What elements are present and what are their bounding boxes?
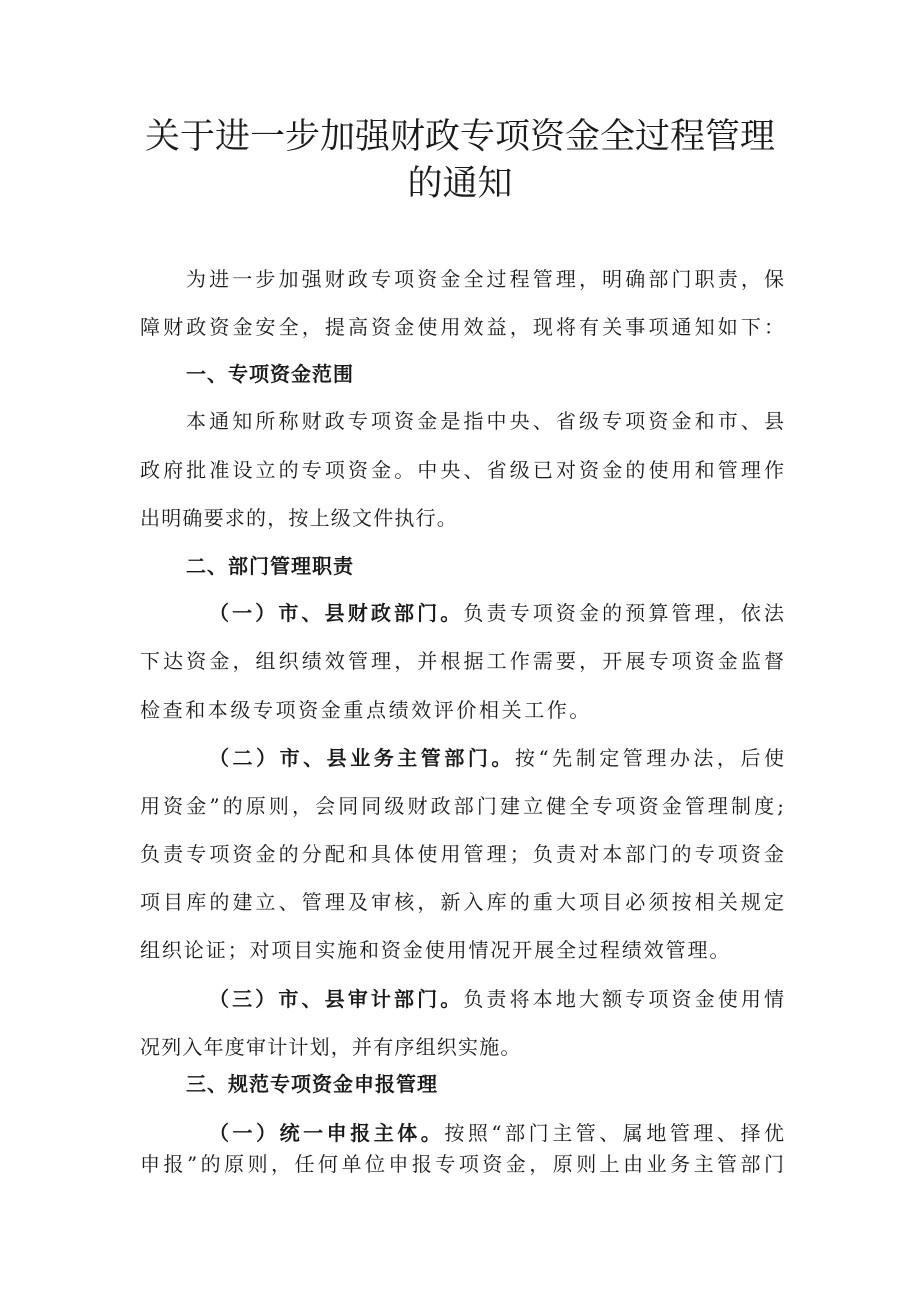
section2-item1-line3: 检查和本级专项资金重点绩效评价相关工作。 (140, 698, 592, 722)
section2-item2-line5: 组织论证；对项目实施和资金使用情况开展全过程绩效管理。 (140, 938, 732, 962)
document-title-line2: 的通知 (407, 164, 513, 204)
section1-line2: 政府批准设立的专项资金。中央、省级已对资金的使用和管理作 (140, 458, 784, 482)
section3-heading: 三、规范专项资金申报管理 (186, 1072, 438, 1096)
section2-item1-label: （一）市、县财政部门。 (209, 601, 464, 625)
section2-item2-line1-rest: 按“先制定管理办法，后使 (514, 746, 784, 770)
section3-item1-line1-rest: 按照“部门主管、属地管理、择优 (444, 1121, 784, 1145)
section2-item3-label: （三）市、县审计部门。 (209, 987, 464, 1011)
section2-item3-line1 (209, 986, 784, 1012)
section1-line3: 出明确要求的，按上级文件执行。 (140, 506, 458, 530)
section1-heading: 一、专项资金范围 (186, 362, 354, 386)
section2-item1-line2: 下达资金，组织绩效管理，并根据工作需要，开展专项资金监督 (140, 649, 784, 673)
section2-item2-label: （二）市、县业务主管部门。 (209, 746, 515, 770)
section2-item3-line1-rest: 负责将本地大额专项资金使用情 (463, 987, 784, 1011)
section2-heading: 二、部门管理职责 (186, 554, 354, 578)
section2-item2-line2: 用资金”的原则，会同同级财政部门建立健全专项资金管理制度; (140, 794, 784, 818)
section3-item1-line1 (209, 1120, 784, 1146)
section3-item1-label: （一）统一申报主体。 (209, 1121, 445, 1145)
section2-item1-line1-rest: 负责专项资金的预算管理，依法 (463, 601, 784, 625)
intro-line1: 为进一步加强财政专项资金全过程管理，明确部门职责，保 (186, 267, 784, 291)
intro-line2: 障财政资金安全，提高资金使用效益，现将有关事项通知如下： (140, 315, 784, 339)
section2-item1-line1 (209, 600, 784, 626)
section3-item1-line2: 申报”的原则，任何单位申报专项资金，原则上由业务主管部门 (140, 1152, 784, 1176)
section2-item2-line1 (209, 745, 784, 771)
section2-item2-line3: 负责专项资金的分配和具体使用管理；负责对本部门的专项资金 (140, 842, 784, 866)
section2-item2-line4: 项目库的建立、管理及审核，新入库的重大项目必须按相关规定 (140, 890, 784, 914)
document-title-line1: 关于进一步加强财政专项资金全过程管理 (144, 117, 775, 157)
section1-line1: 本通知所称财政专项资金是指中央、省级专项资金和市、县 (186, 409, 784, 433)
section2-item3-line2: 况列入年度审计计划，并有序组织实施。 (140, 1035, 522, 1059)
